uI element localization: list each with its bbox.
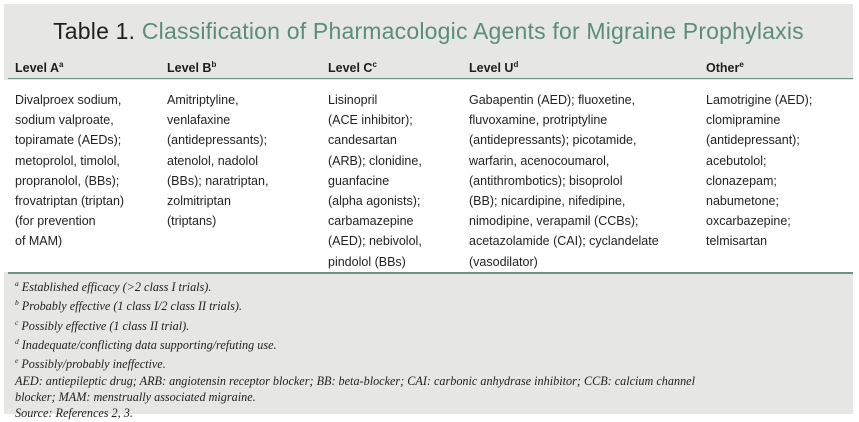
cell-line: Lisinopril (328, 93, 378, 107)
header-level-u: Level $U^d$ (469, 60, 519, 76)
header-divider (8, 78, 853, 79)
cell-line: sodium valproate, (15, 113, 114, 128)
cell-line: frovatriptan (triptan) (15, 194, 125, 209)
cell-line: (BBs); naratriptan, (167, 173, 269, 188)
cell-line: nimodipine, verapamil (CCBs); (469, 214, 639, 229)
cell-line: (antidepressant); (706, 133, 800, 148)
cell-line: nabumetone; (706, 194, 779, 209)
cell-line: (antithrombotics); bisoprolol (469, 173, 623, 188)
abbreviations-line: AED: antiepileptic drug; ARB: angiotensin receptor blocker; BB: beta-blocker; CAI: carbonic anhydrase inhibitor; CCB: calcium channel (15, 373, 695, 388)
cell-line: pindolol (BBs) (328, 254, 406, 269)
header-level-c: Level $C^c$ (328, 60, 377, 76)
header-level-b: Level $B^b$ (167, 60, 217, 76)
cell-line: (ARB); clonidine, (328, 153, 422, 168)
cell-line: clonazepam; (706, 173, 777, 188)
cell-line: (alpha agonists); (328, 194, 421, 209)
header-other: Other$^e$ (706, 60, 744, 76)
table-body (4, 80, 853, 272)
column-level-u (469, 90, 659, 272)
footnote: $^e$ Possibly/probably ineffective. (15, 356, 166, 372)
cell-line: Lamotrigine (AED); (706, 93, 813, 107)
cell-line: (antidepressants); picotamide, (469, 133, 637, 148)
footnote: $^b$ Probably effective (1 class I/2 class II trials). (15, 298, 242, 314)
table-panel (4, 4, 853, 421)
table-footnotes (15, 276, 845, 422)
cell-line: topiramate (AEDs); (15, 133, 122, 148)
table-title-main: Classification of Pharmacologic Agents for Migraine Prophylaxis (141, 18, 804, 44)
table-header-row (4, 60, 853, 80)
cell-line: carbamazepine (328, 214, 414, 229)
cell-line: (for prevention (15, 214, 96, 229)
cell-line: venlafaxine (167, 113, 231, 128)
cell-line: warfarin, acenocoumarol, (469, 153, 610, 168)
table-title (4, 18, 853, 45)
cell-line: oxcarbazepine; (706, 214, 791, 229)
column-level-b (167, 90, 268, 231)
table-title-prefix: Table 1. (53, 18, 136, 44)
column-level-a (15, 90, 124, 252)
cell-line: candesartan (328, 133, 397, 148)
abbreviations-line: blocker; MAM: menstrually associated migraine. (15, 390, 256, 405)
cell-line: (ACE inhibitor); (328, 113, 413, 128)
column-level-c (328, 90, 422, 272)
column-other (706, 90, 812, 252)
header-level-a: Level $A^a$ (15, 60, 64, 76)
footnote: $^d$ Inadequate/conflicting data supporting/refuting use. (15, 337, 277, 353)
cell-line: telmisartan (706, 234, 768, 249)
cell-line: atenolol, nadolol (167, 153, 259, 168)
cell-line: zolmitriptan (167, 194, 231, 209)
cell-line: acebutolol; (706, 153, 767, 168)
source-line: Source: References 2, 3. (15, 406, 133, 421)
footnote: $^a$ Established efficacy (>2 class I trials). (15, 279, 212, 295)
cell-line: (antidepressants); (167, 133, 268, 148)
cell-line: (BB); nicardipine, nifedipine, (469, 194, 626, 209)
body-divider (8, 272, 853, 274)
cell-line: propranolol, (BBs); (15, 173, 120, 188)
cell-line: acetazolamide (CAI); cyclandelate (469, 234, 659, 249)
cell-line: Amitriptyline, (167, 93, 239, 107)
cell-line: metoprolol, timolol, (15, 153, 120, 168)
cell-line: (AED); nebivolol, (328, 234, 422, 249)
cell-line: fluvoxamine, protriptyline (469, 113, 608, 128)
cell-line: of MAM) (15, 234, 63, 249)
cell-line: Gabapentin (AED); fluoxetine, (469, 93, 636, 107)
cell-line: guanfacine (328, 173, 390, 188)
cell-line: (vasodilator) (469, 254, 538, 269)
footnote: $^c$ Possibly effective (1 class II trial). (15, 317, 190, 333)
cell-line: clomipramine (706, 113, 781, 128)
cell-line: Divalproex sodium, (15, 93, 122, 107)
cell-line: (triptans) (167, 214, 217, 229)
